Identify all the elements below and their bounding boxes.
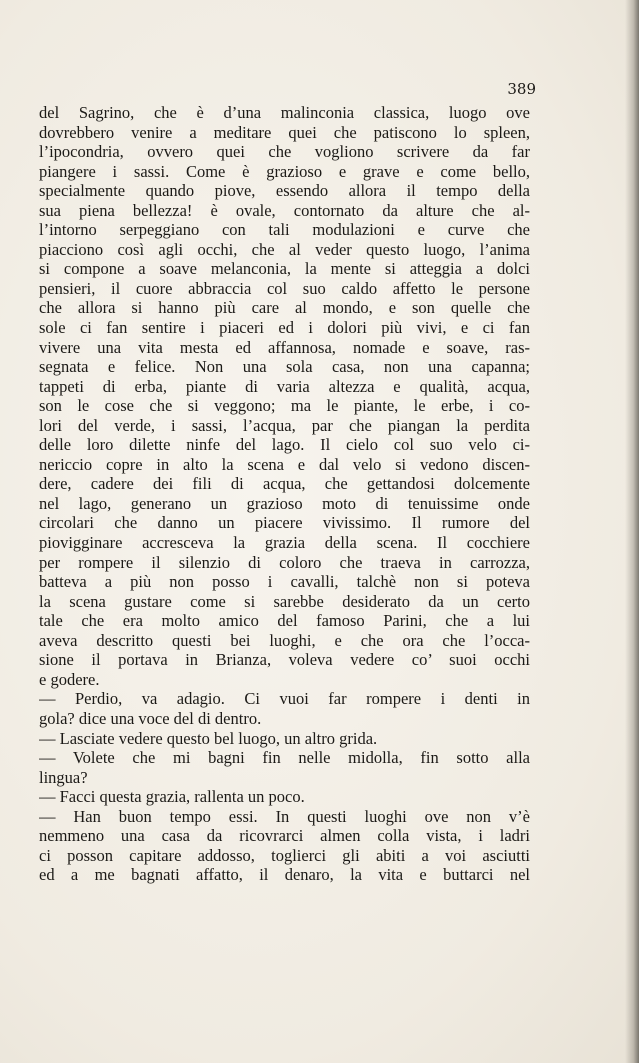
text-line: tale che era molto amico del famoso Parini, che a lui — [39, 611, 530, 631]
page-number: 389 — [507, 80, 536, 98]
text-line: aveva descritto questi bei luoghi, e che ora che l’occa- — [39, 630, 530, 650]
text-line: vivere una vita mesta ed affannosa, nomade e soave, ras- — [39, 337, 530, 357]
text-line: sole ci fan sentire i piaceri ed i dolori più vivi, e ci fan — [39, 318, 530, 338]
text-line: — Facci questa grazia, rallenta un poco. — [39, 787, 305, 807]
text-line: dere, cadere dei fili di acqua, che gettandosi dolcemente — [39, 474, 530, 494]
text-line: per rompere il silenzio di coloro che traeva in carrozza, — [39, 552, 530, 572]
text-line: — Lasciate vedere questo bel luogo, un altro grida. — [39, 728, 378, 748]
text-line: nericcio copre in alto la scena e dal velo si vedono discen- — [39, 454, 530, 474]
text-line: sione il portava in Brianza, voleva vedere co’ suoi occhi — [39, 650, 530, 670]
text-line: ci posson capitare addosso, toglierci gli abiti a voi asciutti — [39, 845, 530, 865]
page-edge-shadow — [625, 0, 639, 1063]
text-line: segnata e felice. Non una sola casa, non una capanna; — [39, 357, 530, 377]
text-line: piovigginare accresceva la grazia della scena. Il cocchiere — [39, 533, 530, 553]
text-line: delle loro dilette ninfe del lago. Il cielo col suo velo ci- — [39, 435, 530, 455]
text-line: — Perdio, va adagio. Ci vuoi far rompere i denti in — [39, 689, 530, 709]
text-line: piacciono così agli occhi, che al veder questo luogo, l’anima — [39, 239, 530, 259]
text-line: batteva a più non posso i cavalli, talchè non si poteva — [39, 572, 530, 592]
text-line: sua piena bellezza! è ovale, contornato da alture che al- — [39, 200, 530, 220]
text-line: — Han buon tempo essi. In questi luoghi ove non v’è — [39, 806, 530, 826]
text-line: circolari che danno un piacere vivissimo. Il rumore del — [39, 513, 530, 533]
text-line: lingua? — [39, 767, 88, 787]
text-line: gola? dice una voce del di dentro. — [39, 708, 262, 728]
text-line: del Sagrino, che è d’una malinconia classica, luogo ove — [39, 103, 530, 122]
text-line: pensieri, il cuore abbraccia col suo caldo affetto le persone — [39, 278, 530, 298]
text-line: nel lago, generano un grazioso moto di tenuissime onde — [39, 493, 530, 513]
text-line: ed a me bagnati affatto, il denaro, la vita e buttarci nel — [39, 865, 530, 885]
text-line: piangere i sassi. Come è grazioso e grave e come bello, — [39, 161, 530, 181]
text-line: — Volete che mi bagni fin nelle midolla, fin sotto alla — [39, 748, 530, 768]
text-line: che allora si hanno più care al mondo, e son quelle che — [39, 298, 530, 318]
text-line: son le cose che si veggono; ma le piante, le erbe, i co- — [39, 396, 530, 416]
text-line: nemmeno una casa da ricovrarci almen colla vista, i ladri — [39, 826, 530, 846]
text-line: lori del verde, i sassi, l’acqua, par che piangan la perdita — [39, 415, 530, 435]
text-line: e godere. — [39, 669, 100, 689]
text-line: si compone a soave melanconia, la mente si atteggia a dolci — [39, 259, 530, 279]
text-line: la scena gustare come si sarebbe desiderato da un certo — [39, 591, 530, 611]
text-line: specialmente quando piove, essendo allora il tempo della — [39, 181, 530, 201]
text-line: tappeti di erba, piante di varia altezza e qualità, acqua, — [39, 376, 530, 396]
text-line: dovrebbero venire a meditare quei che patiscono lo spleen, — [39, 122, 530, 142]
text-line: l’intorno serpeggiano con tali modulazioni e curve che — [39, 220, 530, 240]
body-text — [39, 103, 530, 885]
text-line: l’ipocondria, ovvero quei che vogliono scrivere da far — [39, 142, 530, 162]
